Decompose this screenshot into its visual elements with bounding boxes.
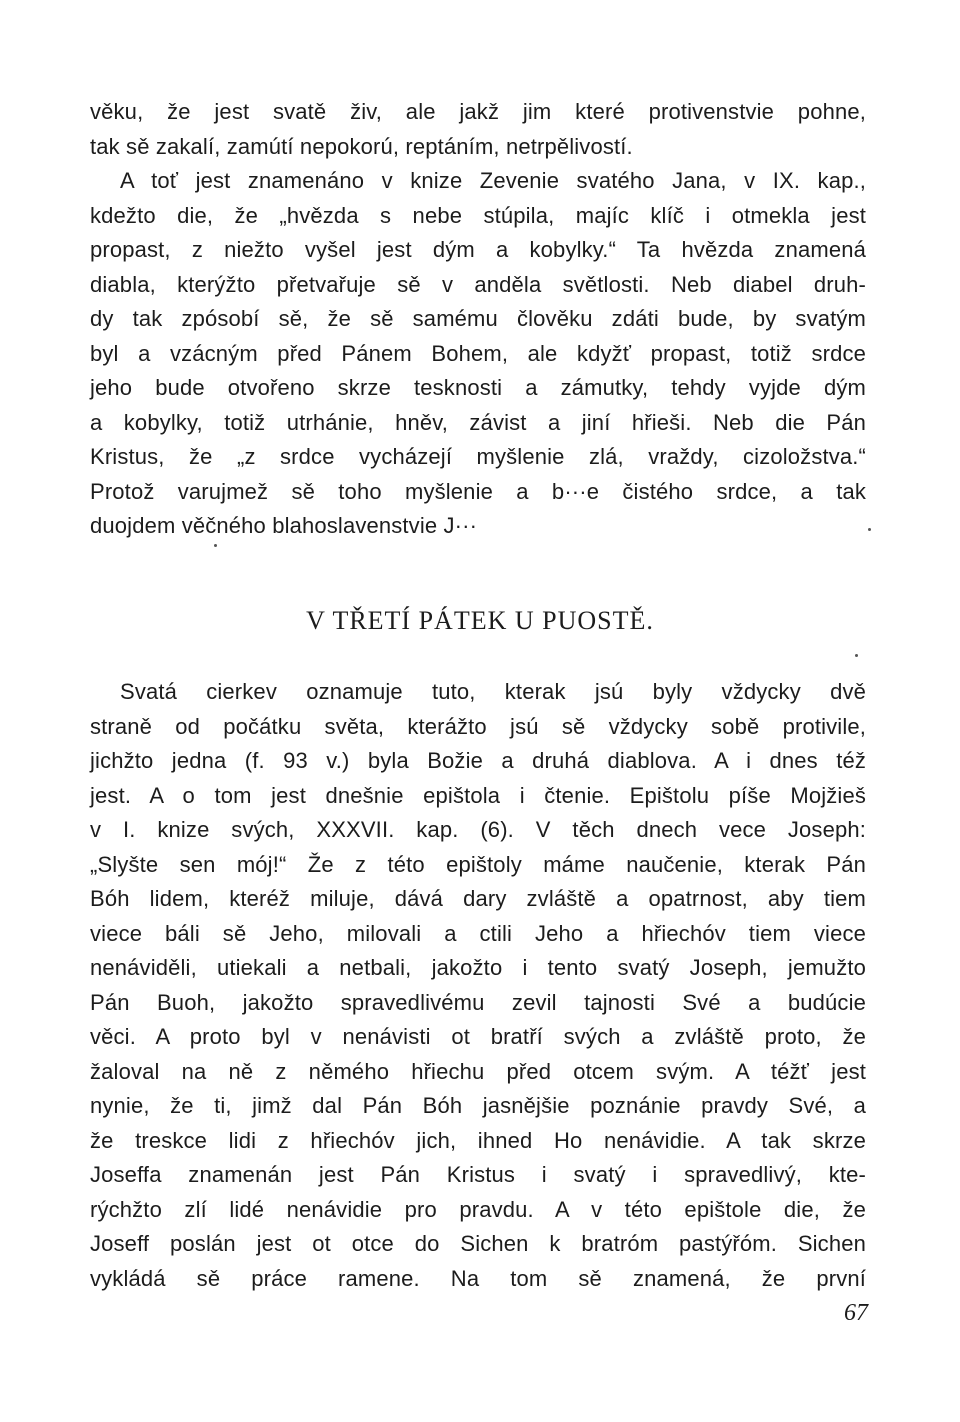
text-line: dy tak zpósobí sě, že sě samému člověku zdáti bude, by svatým bbox=[90, 306, 866, 331]
paragraph-main bbox=[90, 675, 866, 1296]
scan-speck bbox=[855, 654, 858, 657]
paragraph-continued bbox=[90, 95, 866, 544]
text-line: Pán Buoh, jakožto spravedlivému zevil tajnosti Své a budúcie bbox=[90, 989, 866, 1015]
text-line: v I. knize svých, XXXVII. kap. (6). V těch dnech vece Joseph: bbox=[90, 817, 866, 842]
text-line: tak sě zakalí, zamútí nepokorú, reptáním, netrpělivostí. bbox=[90, 133, 633, 159]
text-line: vykládá sě práce ramene. Na tom sě znamená, že první bbox=[90, 1265, 866, 1291]
text-line: duojdem věčného blahoslavenstvie J··· bbox=[90, 513, 478, 538]
text-line: byl a vzácným před Pánem Bohem, ale kdyžť propast, totiž srdce bbox=[90, 340, 866, 366]
text-line: „Slyšte sen mój!“ Že z této epištoly máme naučenie, kterak Pán bbox=[90, 851, 866, 877]
text-line: jichžto jedna (f. 93 v.) byla Božie a druhá diablova. A i dnes též bbox=[90, 748, 866, 773]
text-line: Joseff poslán jest ot otce do Sichen k bratróm pastýřóm. Sichen bbox=[90, 1231, 866, 1256]
text-line: propast, z niežto vyšel jest dým a kobylky.“ Ta hvězda znamená bbox=[90, 237, 866, 262]
text-line: Svatá cierkev oznamuje tuto, kterak jsú byly vždycky dvě bbox=[120, 679, 866, 704]
text-line: Protož varujmež sě toho myšlenie a b···e čistého srdce, a tak bbox=[90, 478, 866, 504]
text-line: A toť jest znamenáno v knize Zevenie svatého Jana, v IX. kap., bbox=[120, 168, 866, 193]
text-line: věku, že jest svatě živ, ale jakž jim které protivenstvie pohne, bbox=[90, 99, 866, 124]
section-heading: V TŘETÍ PÁTEK U PUOSTĚ. bbox=[306, 606, 654, 635]
text-line: že treskce lidi z hřiechóv jich, ihned Ho nenávidie. A tak skrze bbox=[90, 1127, 866, 1153]
text-line: Joseffa znamenán jest Pán Kristus i svatý i spravedlivý, kte- bbox=[90, 1162, 866, 1187]
text-line: jeho bude otvořeno skrze tesknosti a zámutky, tehdy vyjde dým bbox=[90, 375, 866, 400]
text-line: žaloval na ně z němého hřiechu před otcem svým. A téžť jest bbox=[90, 1058, 866, 1084]
text-line: kdežto die, že „hvězda s nebe stúpila, majíc klíč i otmekla jest bbox=[90, 202, 866, 228]
text-line: straně od počátku světa, kterážto jsú sě vždycky sobě protivile, bbox=[90, 713, 866, 739]
text-line: nynie, že ti, jimž dal Pán Bóh jasnějšie poznánie pravdy Své, a bbox=[90, 1093, 866, 1118]
text-line: a kobylky, totiž utrhánie, hněv, závist a jiní hřieši. Neb die Pán bbox=[90, 409, 866, 435]
page-number: 67 bbox=[844, 1300, 868, 1326]
text-line: Bóh lidem, kteréž miluje, dává dary zvláště a opatrnost, aby tiem bbox=[90, 886, 866, 911]
text-line: rýchžto zlí lidé nenávidie pro pravdu. A v této epištole die, že bbox=[90, 1196, 866, 1222]
text-line: nenáviděli, utiekali a netbali, jakožto i tento svatý Joseph, jemužto bbox=[90, 955, 866, 980]
text-line: diabla, kterýžto přetvařuje sě v anděla světlosti. Neb diabel druh- bbox=[90, 271, 866, 297]
text-line: Kristus, že „z srdce vycházejí myšlenie zlá, vraždy, cizoložstva.“ bbox=[90, 444, 866, 469]
text-line: věci. A proto byl v nenávisti ot bratří svých a zvláště proto, že bbox=[90, 1024, 866, 1049]
text-line: jest. A o tom jest dnešnie epištola i čtenie. Epištolu píše Mojžieš bbox=[90, 782, 866, 808]
scan-speck bbox=[868, 528, 871, 531]
text-line: viece báli sě Jeho, milovali a ctili Jeho a hřiechóv tiem viece bbox=[90, 920, 866, 946]
scan-speck bbox=[214, 544, 217, 547]
